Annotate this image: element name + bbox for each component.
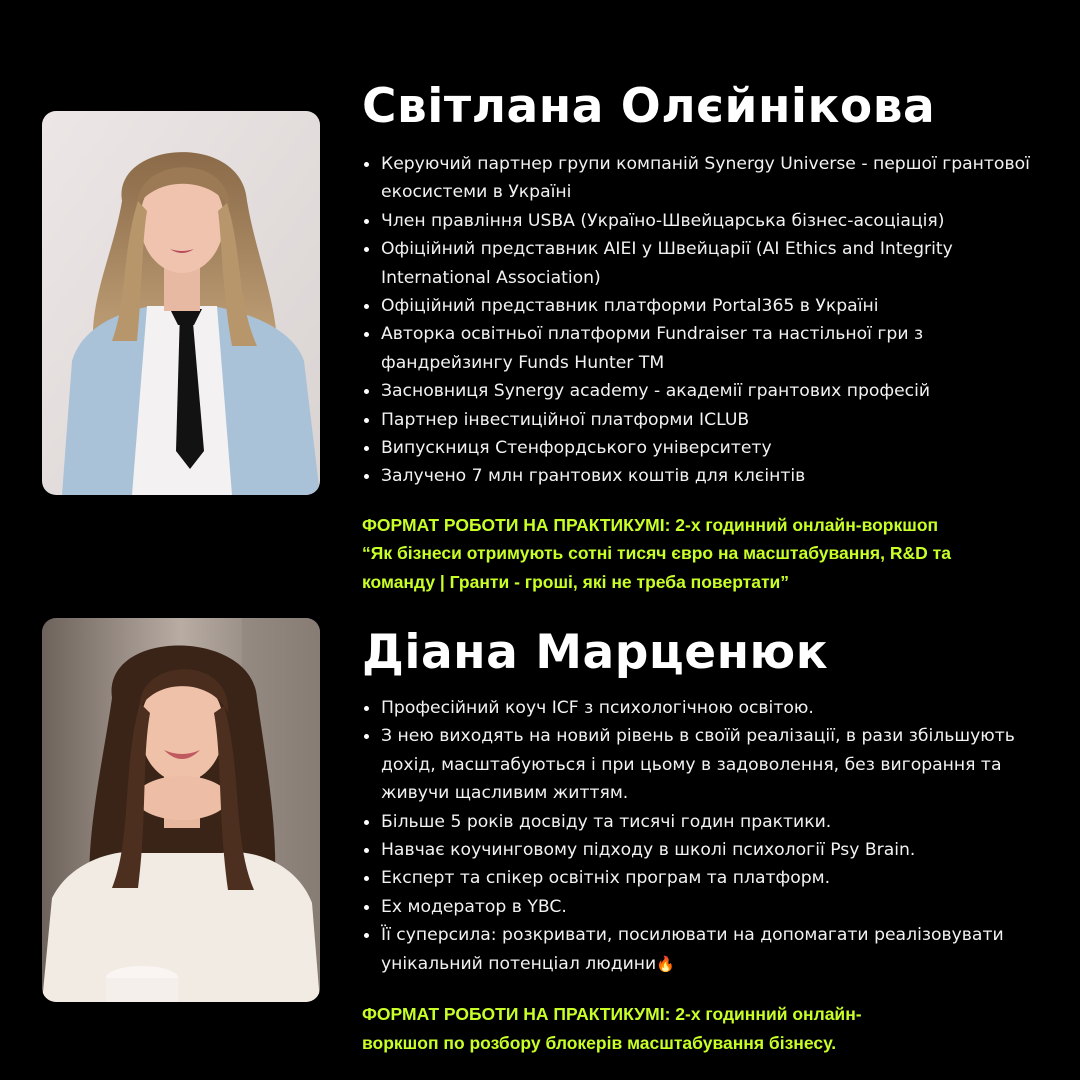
bullet-item: Авторка освітньої платформи Fundraiser та настільної гри з фандрейзингу Funds Hunter TM (362, 320, 1052, 377)
workshop-format (362, 1000, 1052, 1057)
workshop-format-line: ФОРМАТ РОБОТИ НА ПРАКТИКУМІ: 2-х годинний онлайн-воркшоп (362, 514, 939, 535)
speaker-block-1 (362, 72, 1052, 596)
bullet-item: Офіційний представник AIEI у Швейцарії (AI Ethics and Integrity International Association) (362, 235, 1052, 292)
workshop-format-line: воркшоп по розбору блокерів масштабування бізнесу. (362, 1032, 837, 1053)
fire-icon: 🔥 (656, 954, 675, 973)
workshop-format-line: “Як бізнеси отримують сотні тисяч євро на масштабування, R&D та (362, 543, 951, 564)
workshop-format-line: команду | Гранти - гроші, які не треба повертати” (362, 571, 790, 592)
bullet-item: Навчає коучинговому підходу в школі психології Psy Brain. (362, 836, 1052, 864)
bullet-item: Професійний коуч ICF з психологічною освітою. (362, 694, 1052, 722)
bullet-item: Випускниця Стенфордського університету (362, 434, 1052, 462)
speaker-bullet-list (362, 150, 1052, 491)
bullet-item: З нею виходять на новий рівень в своїй реалізації, в рази збільшують дохід, масштабуються і при цьому в задоволення, без вигорання та живучи щасливим життям. (362, 722, 1052, 807)
bullet-item: Партнер інвестиційної платформи ICLUB (362, 406, 1052, 434)
bullet-item: Засновниця Synergy academy - академії грантових професій (362, 377, 1052, 405)
bullet-item: Більше 5 років досвіду та тисячі годин практики. (362, 808, 1052, 836)
bullet-item: Офіційний представник платформи Portal365 в Україні (362, 292, 1052, 320)
bullet-item: Експерт та спікер освітніх програм та платформ. (362, 864, 1052, 892)
workshop-format-line: ФОРМАТ РОБОТИ НА ПРАКТИКУМІ: 2-х годинний онлайн- (362, 1004, 862, 1025)
bullet-item: Керуючий партнер групи компаній Synergy Universe - першої грантової екосистеми в Україні (362, 150, 1052, 207)
workshop-format (362, 511, 1052, 597)
speaker-block-2 (362, 618, 1052, 1057)
bullet-item: Залучено 7 млн грантових коштів для клєінтів (362, 462, 1052, 490)
speaker-name: Діана Марценюк (362, 625, 829, 680)
bullet-item (362, 921, 1052, 978)
speaker-name: Світлана Олєйнікова (362, 79, 936, 134)
speaker-photo-2 (42, 618, 320, 1002)
speaker-photo-1 (42, 111, 320, 495)
bullet-item: Ex модератор в YBC. (362, 893, 1052, 921)
bullet-item: Член правління USBA (Україно-Швейцарська бізнес-асоціація) (362, 207, 1052, 235)
bullet-text: Її суперсила: розкривати, посилювати на допомагати реалізовувати унікальний потенціал людини (381, 925, 1004, 974)
speaker-bullet-list (362, 694, 1052, 978)
